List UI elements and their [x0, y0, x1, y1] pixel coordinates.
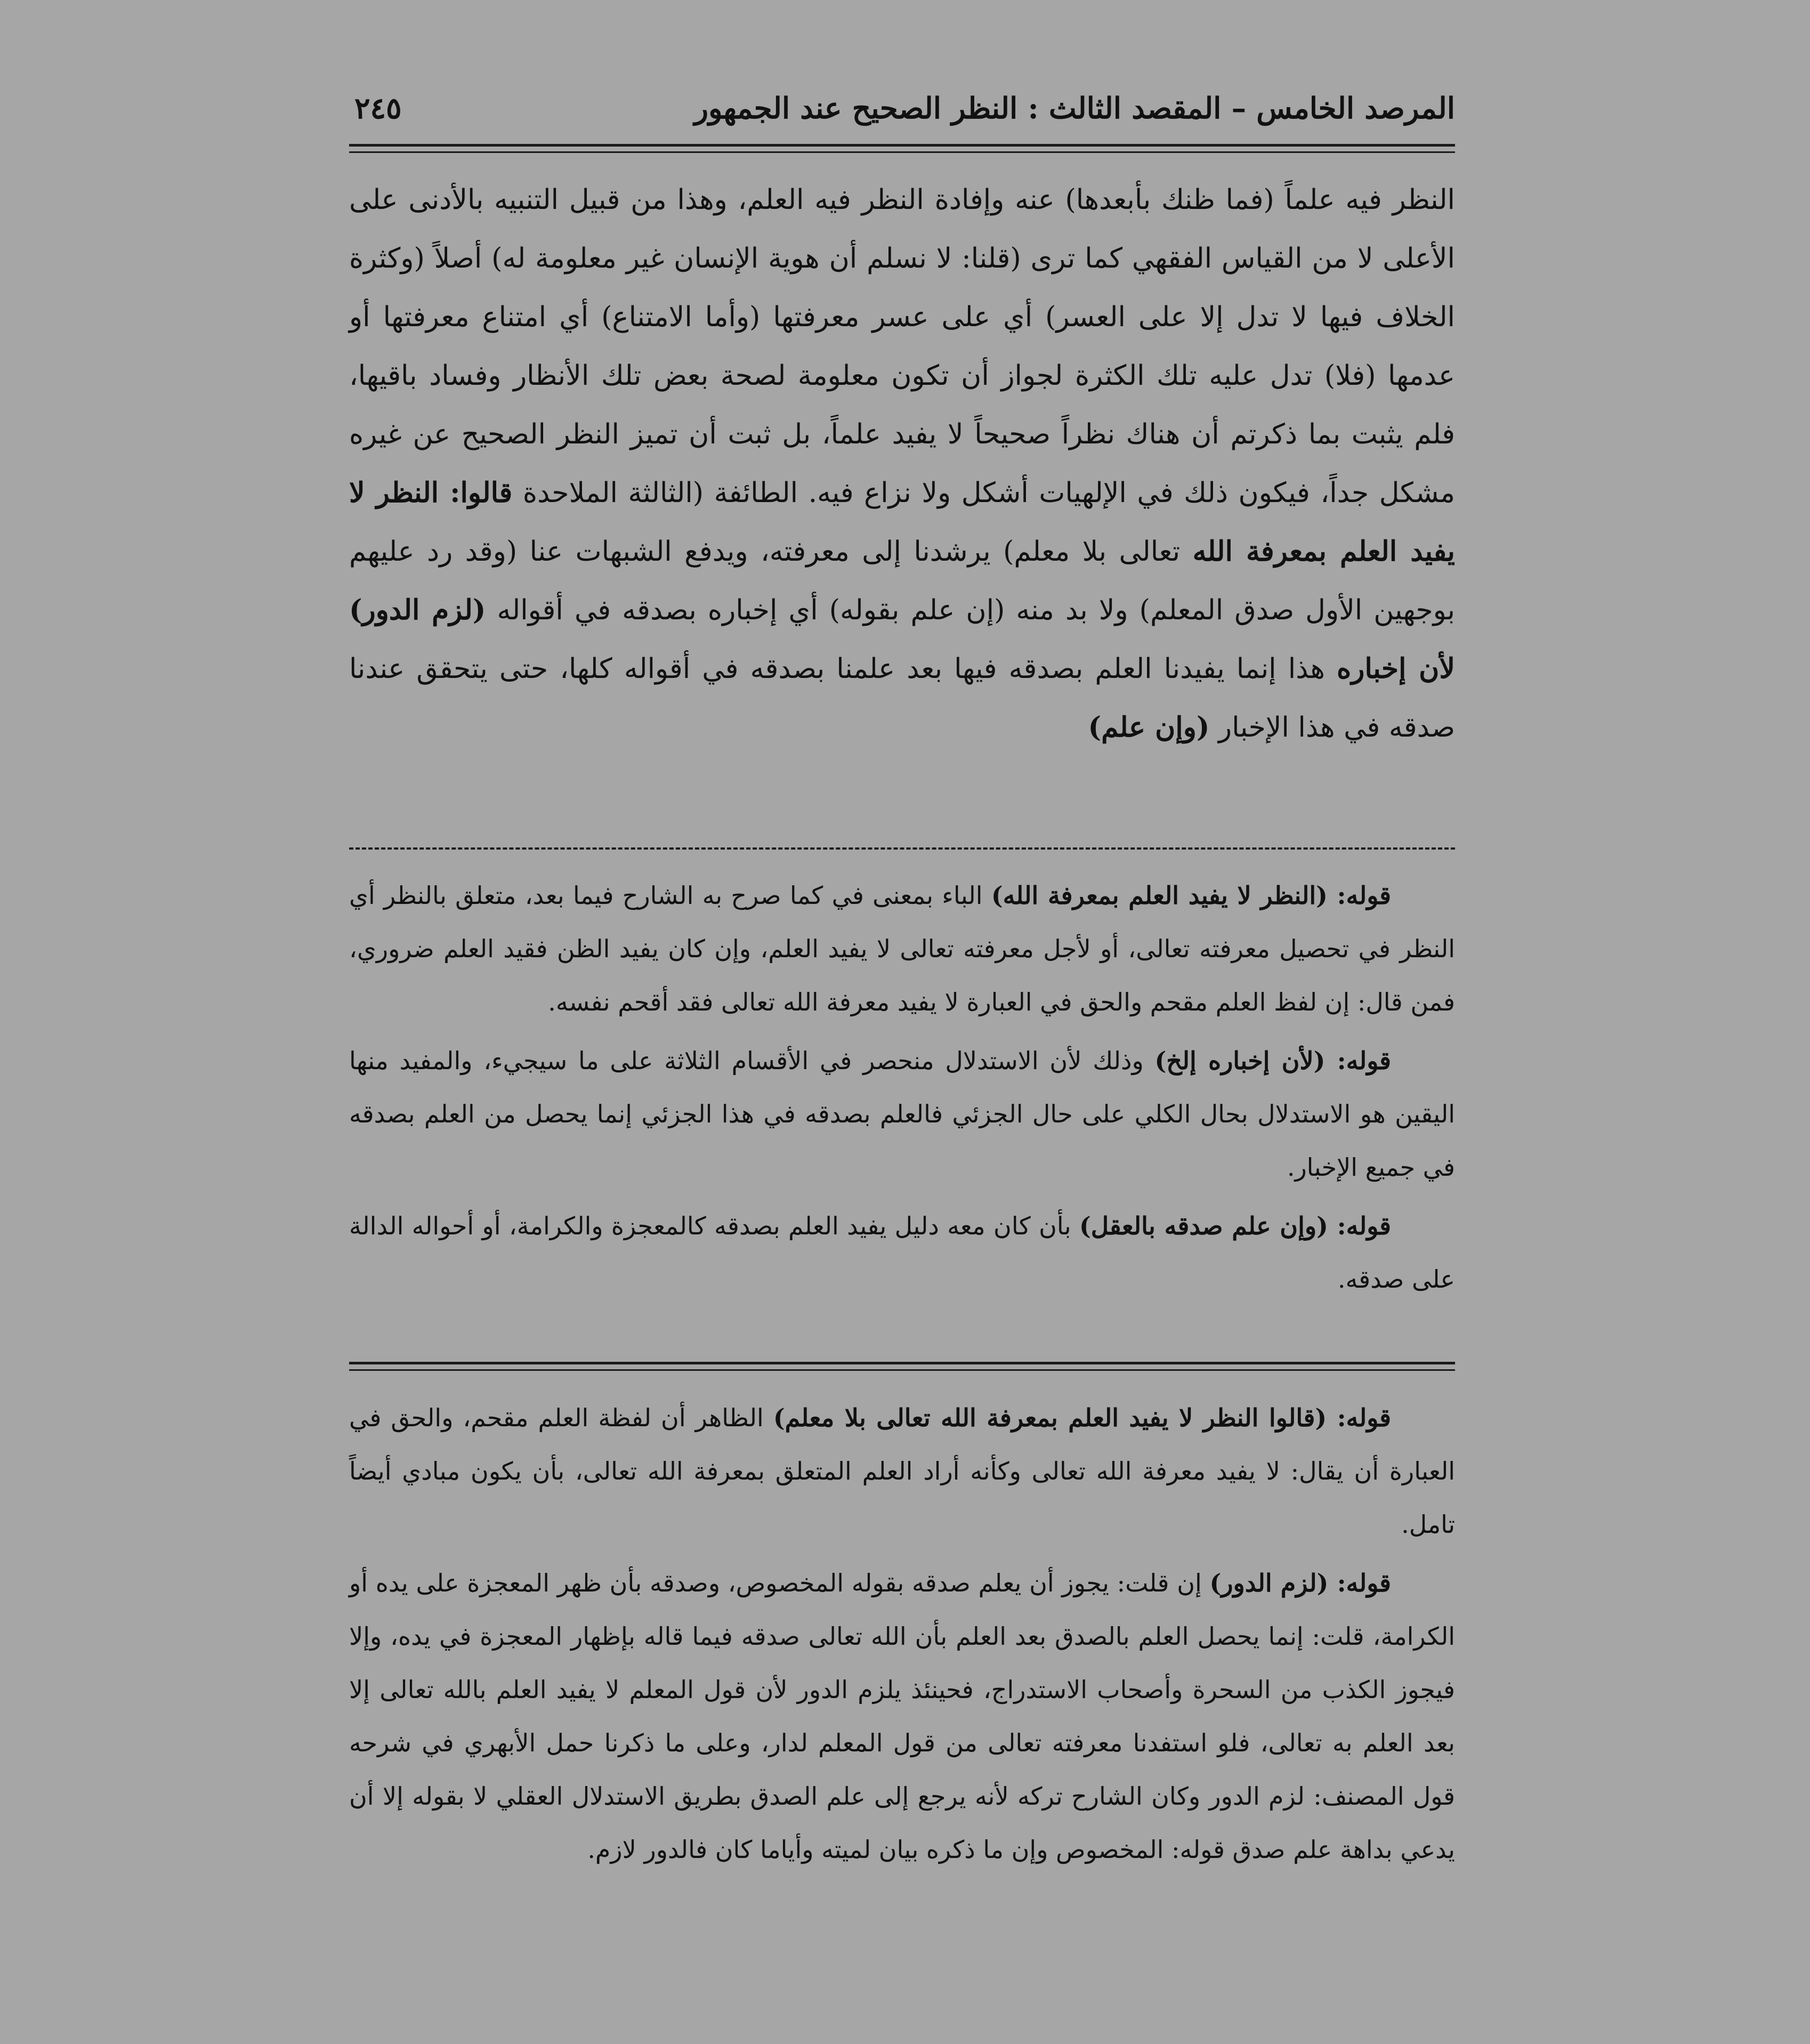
main-text	[349, 171, 1455, 757]
note-paragraph	[349, 1556, 1455, 1876]
note-text: وذلك لأن الاستدلال منحصر في الأقسام الثلاثة على ما سيجيء، والمفيد منها اليقين هو الاستدلال بحال الكلي على حال الجزئي فالعلم بصدقه في هذا الجزئي إنما يحصل من العلم بصدقه في جميع الإخبار.	[349, 1046, 1455, 1182]
book-page	[349, 0, 1455, 2044]
note-label: قوله:	[1328, 1211, 1391, 1240]
main-text-bold-segment: (وإن علم)	[1088, 711, 1210, 744]
note-text: بأن كان معه دليل يفيد العلم بصدقه كالمعجزة والكرامة، أو أحواله الدالة على صدقه.	[349, 1211, 1455, 1294]
note-quote: (لزم الدور)	[1209, 1569, 1329, 1597]
dashed-separator	[349, 847, 1455, 850]
running-title: المرصد الخامس – المقصد الثالث : النظر الصحيح عند الجمهور	[694, 91, 1455, 125]
main-text-bold-segment: (لزم الدور) لأن إخباره	[349, 594, 1455, 685]
main-text-segment: النظر فيه علماً (فما ظنك بأبعدها) عنه وإفادة النظر فيه العلم، وهذا من قبيل التنبيه بالأدنى على الأعلى لا من القياس الفقهي كما ترى (قلنا: لا نسلم أن هوية الإنسان غير معلومة له) أصلاً (وكثرة الخلاف فيها لا تدل إلا على العسر) أي على عسر معرفتها (وأما الامتناع) أي امتناع معرفتها أو عدمها (فلا) تدل عليه تلك الكثرة لجواز أن تكون معلومة لصحة بعض تلك الأنظار وفساد باقيها، فلم يثبت بما ذكرتم أن هناك نظراً صحيحاً لا يفيد علماً، بل ثبت أن تميز النظر الصحيح عن غيره مشكل جداً، فيكون ذلك في الإلهيات أشكل ولا نزاع فيه. الطائفة (الثالثة الملاحدة	[349, 184, 1456, 509]
main-text-segment: هذا إنما يفيدنا العلم بصدقه فيها بعد علمنا بصدقه في أقواله كلها، حتى يتحقق عندنا صدقه في هذا الإخبار	[349, 653, 1455, 744]
note-paragraph	[349, 1034, 1455, 1194]
note-text: إن قلت: يجوز أن يعلم صدقه بقوله المخصوص، وصدقه بأن ظهر المعجزة على يده أو الكرامة، قلت: إنما يحصل العلم بالصدق بعد العلم بأن الله تعالى صدقه فيما قاله بإظهار المعجزة في يده، وإلا فيجوز الكذب من السحرة وأصحاب الاستدراج، فحينئذ يلزم الدور لأن قول المعلم لا يفيد العلم بالله تعالى إلا بعد العلم به تعالى، فلو استفدنا معرفته تعالى من قول المعلم لدار، وعلى ما ذكرنا حمل الأبهري في شرحه قول المصنف: لزم الدور وكان الشارح تركه لأنه يرجع إلى علم الصدق بطريق الاستدلال العقلي لا بقوله إلا أن يدعي بداهة علم صدق قوله: المخصوص وإن ما ذكره بيان لميته وأياما كان فالدور لازم.	[349, 1569, 1455, 1864]
note-label: قوله:	[1325, 1046, 1391, 1075]
note-label: قوله:	[1328, 1569, 1391, 1597]
note-paragraph	[349, 1391, 1455, 1551]
notes-double-rule	[349, 1362, 1455, 1371]
note-quote: (النظر لا يفيد العلم بمعرفة الله)	[991, 881, 1328, 910]
note-quote: (وإن علم صدقه بالعقل)	[1079, 1211, 1328, 1240]
page-header	[349, 91, 1455, 141]
note-paragraph	[349, 1199, 1455, 1306]
main-text-segment: تعالى بلا معلم) يرشدنا إلى معرفته، ويدفع الشبهات عنا (وقد رد عليهم بوجهين الأول صدق المعلم) ولا بد منه (إن علم بقوله) أي إخباره بصدقه في أقواله	[349, 536, 1455, 626]
note-quote: (قالوا النظر لا يفيد العلم بمعرفة الله تعالى بلا معلم)	[773, 1403, 1327, 1432]
note-text: الظاهر أن لفظة العلم مقحم، والحق في العبارة أن يقال: لا يفيد معرفة الله تعالى وكأنه أراد العلم المتعلق بمعرفة الله تعالى، بأن يكون مبادي أيضاً تامل.	[349, 1403, 1455, 1539]
note-quote: (لأن إخباره إلخ)	[1154, 1046, 1326, 1075]
main-paragraph	[349, 171, 1455, 757]
commentary-notes-1	[349, 869, 1455, 1311]
commentary-notes-2	[349, 1391, 1455, 1881]
page-number: ٢٤٥	[354, 91, 402, 125]
note-paragraph	[349, 869, 1455, 1029]
note-text: الباء بمعنى في كما صرح به الشارح فيما بعد، متعلق بالنظر أي النظر في تحصيل معرفته تعالى، أو لأجل معرفته تعالى لا يفيد العلم، وإن كان يفيد الظن فقيد العلم ضروري، فمن قال: إن لفظ العلم مقحم والحق في العبارة لا يفيد معرفة الله تعالى فقد أقحم نفسه.	[349, 881, 1455, 1016]
main-text-bold-segment: قالوا: النظر لا يفيد العلم بمعرفة الله	[349, 476, 1455, 568]
header-double-rule	[349, 144, 1455, 153]
note-label: قوله:	[1327, 1403, 1391, 1432]
note-label: قوله:	[1327, 881, 1391, 910]
